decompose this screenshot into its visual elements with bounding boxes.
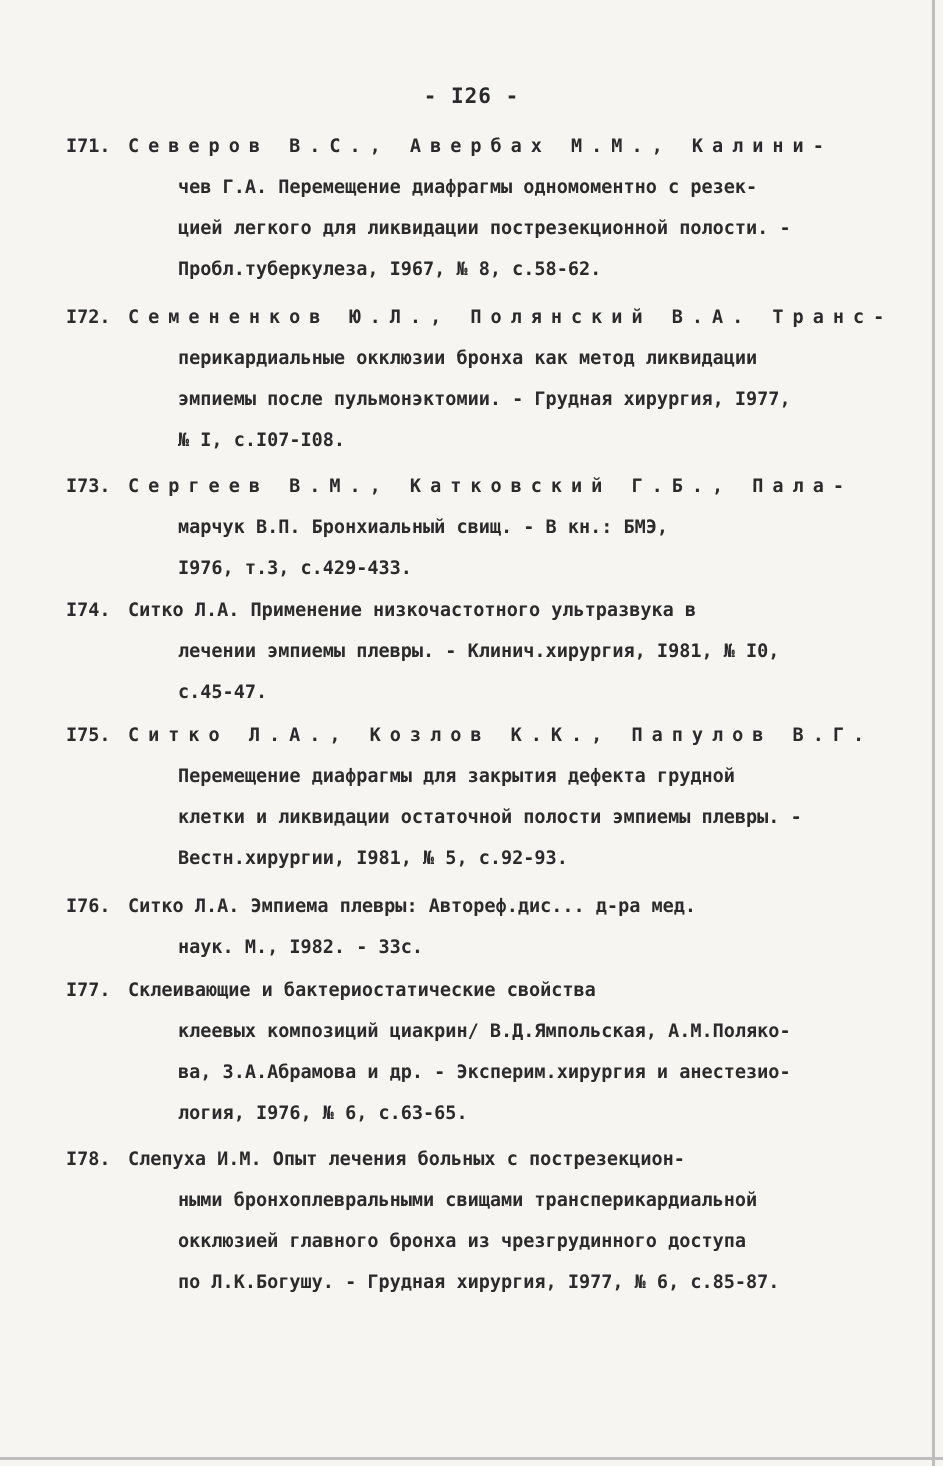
entry-number: I73. bbox=[66, 476, 111, 497]
entry-number: I71. bbox=[66, 136, 111, 157]
entry-line: лечении эмпиемы плевры. - Клинич.хирургия, I981, № I0, bbox=[178, 641, 780, 662]
entry-line: марчук В.П. Бронхиальный свищ. - В кн.: БМЭ, bbox=[178, 517, 669, 538]
bibliography-entry-178 bbox=[66, 1139, 896, 1303]
entry-line: I976, т.3, с.429-433. bbox=[178, 558, 412, 579]
entry-line: по Л.К.Богушу. - Грудная хирургия, I977, № 6, с.85-87. bbox=[178, 1272, 780, 1293]
entry-number: I78. bbox=[66, 1149, 111, 1170]
bibliography-entry-175 bbox=[66, 715, 896, 879]
entry-line: Вестн.хирургии, I981, № 5, с.92-93. bbox=[178, 848, 568, 869]
bibliography-entry-171 bbox=[66, 126, 896, 290]
entry-line: № I, с.I07-I08. bbox=[178, 430, 346, 451]
entry-line: логия, I976, № 6, с.63-65. bbox=[178, 1103, 468, 1124]
entry-line: цией легкого для ликвидации пострезекционной полости. - bbox=[178, 218, 791, 239]
entry-number: I76. bbox=[66, 896, 111, 917]
entry-line: ва, З.А.Абрамова и др. - Эксперим.хирургия и анестезио- bbox=[178, 1062, 791, 1083]
bibliography-entry-177 bbox=[66, 970, 896, 1134]
entry-line: Ситко Л.А. Применение низкочастотного ультразвука в bbox=[128, 600, 697, 621]
entry-line: Пробл.туберкулеза, I967, № 8, с.58-62. bbox=[178, 259, 602, 280]
entry-line: Слепуха И.М. Опыт лечения больных с пострезекцион- bbox=[128, 1149, 685, 1170]
entry-number: I77. bbox=[66, 980, 111, 1001]
entry-line: Семененков Ю.Л., Полянский В.А. Транс- bbox=[128, 307, 894, 328]
entry-line: окклюзией главного бронха из чрезгрудинного доступа bbox=[178, 1231, 747, 1252]
entry-line: Склеивающие и бактериостатические свойства bbox=[128, 980, 596, 1001]
page-edge-right bbox=[932, 0, 935, 1466]
bibliography-entry-176 bbox=[66, 886, 896, 968]
bibliography-entry-172 bbox=[66, 297, 896, 461]
entry-line: наук. М., I982. - 33с. bbox=[178, 937, 424, 958]
entry-line: чев Г.А. Перемещение диафрагмы одномоментно с резек- bbox=[178, 177, 758, 198]
bibliography-entry-174 bbox=[66, 590, 896, 713]
entry-line: Перемещение диафрагмы для закрытия дефекта грудной bbox=[178, 766, 735, 787]
entry-line: Ситко Л.А. Эмпиема плевры: Автореф.дис... д-ра мед. bbox=[128, 896, 697, 917]
entry-line: клеевых композиций циакрин/ В.Д.Ямпольская, А.М.Полякo- bbox=[178, 1021, 791, 1042]
bibliography-entry-173 bbox=[66, 466, 896, 589]
page-edge-bottom bbox=[0, 1457, 943, 1460]
page-number: - I26 - bbox=[423, 84, 520, 108]
entry-number: I74. bbox=[66, 600, 111, 621]
entry-line: Ситко Л.А., Козлов К.К., Папулов В.Г. bbox=[128, 725, 874, 746]
entry-line: с.45-47. bbox=[178, 682, 268, 703]
entry-line: клетки и ликвидации остаточной полости эмпиемы плевры. - bbox=[178, 807, 802, 828]
entry-line: перикардиальные окклюзии бронха как метод ликвидации bbox=[178, 348, 758, 369]
entry-line: Северов В.С., Авербах М.М., Калини- bbox=[128, 136, 833, 157]
entry-line: эмпиемы после пульмонэктомии. - Грудная хирургия, I977, bbox=[178, 389, 791, 410]
entry-number: I75. bbox=[66, 725, 111, 746]
entry-line: Сергеев В.М., Катковский Г.Б., Пала- bbox=[128, 476, 853, 497]
entry-line: ными бронхоплевральными свищами трансперикардиальной bbox=[178, 1190, 758, 1211]
entry-number: I72. bbox=[66, 307, 111, 328]
